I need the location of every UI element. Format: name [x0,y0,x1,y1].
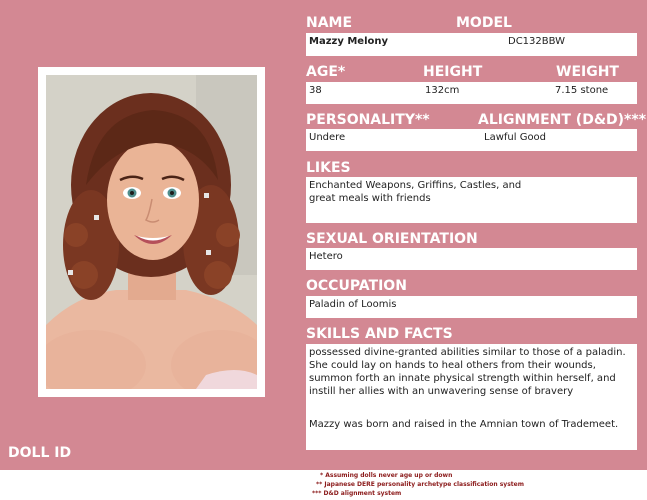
name-model-field [306,33,637,56]
skills-paragraph-1: possessed divine-granted abilities similar to those of a paladin. She could lay on hands to heal others from their wounds, summon forth an innate physical strength within herself, and instill her allies with an unwavering sense of bravery [309,347,626,397]
alignment-label: ALIGNMENT (D&D)*** [478,112,647,128]
portrait-photo [46,75,257,389]
orientation-field: Hetero [306,248,637,270]
footnotes [312,471,524,498]
age-height-weight-field [306,82,637,104]
skills-field [306,344,637,450]
weight-label: WEIGHT [556,64,619,80]
personality-value: Undere [309,132,346,143]
model-value: DC132BBW [508,36,566,47]
model-label: MODEL [456,15,512,31]
doll-id-label: DOLL ID [8,445,72,461]
skills-label: SKILLS AND FACTS [306,326,453,342]
likes-field: Enchanted Weapons, Griffins, Castles, and great meals with friends [306,177,637,223]
photo-frame [38,67,265,397]
occupation-field: Paladin of Loomis [306,296,637,318]
footnote-3: *** D&D alignment system [312,490,402,497]
alignment-value: Lawful Good [484,132,547,143]
name-label: NAME [306,15,353,31]
personality-label: PERSONALITY** [306,112,430,128]
height-label: HEIGHT [423,64,483,80]
height-value: 132cm [425,85,460,96]
skills-paragraph-2: Mazzy was born and raised in the Amnian town of Trademeet. [309,419,619,430]
age-value: 38 [309,85,322,96]
name-value: Mazzy Melony [309,36,389,47]
likes-label: LIKES [306,160,351,176]
footnote-1: * Assuming dolls never age up or down [320,472,453,479]
footnote-2: ** Japanese DERE personality archetype classification system [316,481,524,488]
age-label: AGE* [306,64,346,80]
personality-alignment-field [306,129,637,151]
occupation-label: OCCUPATION [306,278,407,294]
orientation-label: SEXUAL ORIENTATION [306,231,478,247]
weight-value: 7.15 stone [555,85,609,96]
